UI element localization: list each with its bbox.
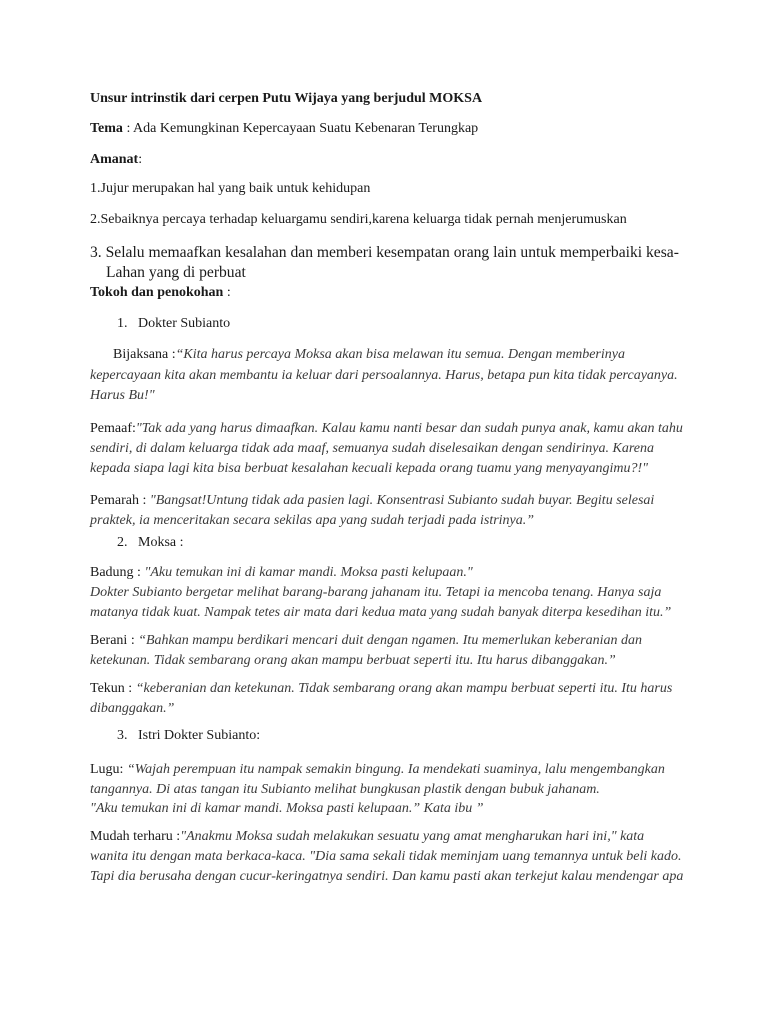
amanat-item: 3. Selalu memaafkan kesalahan dan memberi kesempatan orang lain untuk memperbaiki kesa- xyxy=(90,244,679,261)
trait-line xyxy=(90,460,648,478)
amanat-item-continued: Lahan yang di perbuat xyxy=(106,264,246,281)
trait-line xyxy=(90,367,678,385)
trait-quote: tangannya. Di atas tangan itu Subianto melihat bungkusan plastik dengan bubuk jahanam. xyxy=(90,782,600,797)
trait-line xyxy=(90,828,644,846)
trait-line xyxy=(90,761,665,779)
trait-line xyxy=(90,564,473,582)
trait-line xyxy=(90,632,642,650)
trait-line xyxy=(90,781,600,799)
trait-quote: "Aku temukan ini di kamar mandi. Moksa pasti kelupaan." xyxy=(144,565,473,580)
trait-quote: sendiri, di dalam keluarga tidak ada maaf, semuanya sudah diselesaikan dengan sendirinya. Karena xyxy=(90,441,654,456)
trait-quote: kepada siapa lagi kita bisa berbuat kesalahan kecuali kepada orang tuamu yang menyayangimu?!" xyxy=(90,461,648,476)
trait-quote: “Bahkan mampu berdikari mencari duit dengan ngamen. Itu memerlukan keberanian dan xyxy=(138,633,642,648)
amanat-heading xyxy=(90,151,142,169)
tema-line xyxy=(90,120,478,138)
trait-quote: “Kita harus percaya Moksa akan bisa melawan itu semua. Dengan memberinya xyxy=(175,347,625,362)
document-title: Unsur intrinstik dari cerpen Putu Wijaya yang berjudul MOKSA xyxy=(90,91,483,106)
tokoh-label: Tokoh dan penokohan xyxy=(90,285,224,300)
trait-quote: "Tak ada yang harus dimaafkan. Kalau kamu nanti besar dan sudah punya anak, kamu akan tahu xyxy=(135,421,683,436)
character-number: 3. xyxy=(117,728,128,743)
trait-line xyxy=(90,584,661,602)
trait-quote: Dokter Subianto bergetar melihat barang-barang jahanam itu. Tetapi ia mencoba tenang. Hanya saja xyxy=(90,585,662,600)
trait-quote: dibanggakan.” xyxy=(90,701,175,716)
trait-quote: Harus Bu!" xyxy=(90,388,155,403)
trait-quote: "Anakmu Moksa sudah melakukan sesuatu yang amat mengharukan hari ini," kata xyxy=(180,829,645,844)
amanat-colon: : xyxy=(138,152,143,167)
trait-line xyxy=(90,652,616,670)
amanat-label: Amanat xyxy=(90,152,139,167)
character-heading xyxy=(117,315,230,333)
amanat-item: 1.Jujur merupakan hal yang baik untuk kehidupan xyxy=(90,181,371,196)
trait-line xyxy=(90,800,484,818)
trait-label: Pemarah : xyxy=(90,493,150,508)
trait-line xyxy=(90,680,672,698)
trait-line xyxy=(90,492,654,510)
trait-line xyxy=(90,848,681,866)
trait-line xyxy=(90,700,174,718)
trait-quote: Tapi dia berusaha dengan cucur-keringatnya sendiri. Dan kamu pasti akan terkejut kalau mendengar apa xyxy=(90,869,684,884)
tokoh-heading xyxy=(90,284,231,302)
trait-quote: "Aku temukan ini di kamar mandi. Moksa pasti kelupaan.” Kata ibu ” xyxy=(90,801,484,816)
trait-quote: wanita itu dengan mata berkaca-kaca. "Dia sama sekali tidak meminjam uang temannya untuk beli kado. xyxy=(90,849,682,864)
tema-text: : Ada Kemungkinan Kepercayaan Suatu Kebenaran Terungkap xyxy=(122,121,479,136)
character-name: Istri Dokter Subianto: xyxy=(138,728,261,743)
trait-line xyxy=(90,420,683,438)
trait-label: Tekun : xyxy=(90,681,136,696)
trait-label: Mudah terharu : xyxy=(90,829,181,844)
character-heading xyxy=(117,534,184,552)
trait-quote: "Bangsat!Untung tidak ada pasien lagi. Konsentrasi Subianto sudah buyar. Begitu selesai xyxy=(149,493,655,508)
trait-quote: kepercayaan kita akan membantu ia keluar dari persoalannya. Harus, betapa pun kita tidak percayanya. xyxy=(90,368,678,383)
character-number: 1. xyxy=(117,316,128,331)
character-number: 2. xyxy=(117,535,128,550)
trait-label: Bijaksana : xyxy=(113,347,176,362)
trait-line xyxy=(90,868,683,886)
trait-label: Pemaaf: xyxy=(90,421,136,436)
character-heading xyxy=(117,727,260,745)
character-name: Moksa : xyxy=(138,535,184,550)
trait-quote: ketekunan. Tidak sembarang orang akan mampu berbuat seperti itu. Itu harus dibanggakan.” xyxy=(90,653,616,668)
trait-quote: “keberanian dan ketekunan. Tidak sembarang orang akan mampu berbuat seperti itu. Itu harus xyxy=(135,681,673,696)
tokoh-colon: : xyxy=(223,285,231,300)
trait-line xyxy=(90,604,671,622)
trait-line xyxy=(90,440,654,458)
amanat-item: 2.Sebaiknya percaya terhadap keluargamu sendiri,karena keluarga tidak pernah menjerumuskan xyxy=(90,212,627,227)
character-name: Dokter Subianto xyxy=(138,316,231,331)
trait-label: Badung : xyxy=(90,565,145,580)
trait-quote: matanya tidak kuat. Nampak tetes air mata dari kedua mata yang sudah banyak diterpa kesedihan itu.” xyxy=(90,605,672,620)
trait-label: Lugu: xyxy=(90,762,127,777)
trait-line xyxy=(90,387,155,405)
trait-label: Berani : xyxy=(90,633,139,648)
trait-line xyxy=(90,512,534,530)
trait-line xyxy=(113,346,625,364)
trait-quote: praktek, ia menceritakan secara sekilas apa yang sudah terjadi pada istrinya.” xyxy=(90,513,535,528)
tema-label: Tema xyxy=(90,121,123,136)
trait-quote: “Wajah perempuan itu nampak semakin bingung. Ia mendekati suaminya, lalu mengembangkan xyxy=(126,762,665,777)
